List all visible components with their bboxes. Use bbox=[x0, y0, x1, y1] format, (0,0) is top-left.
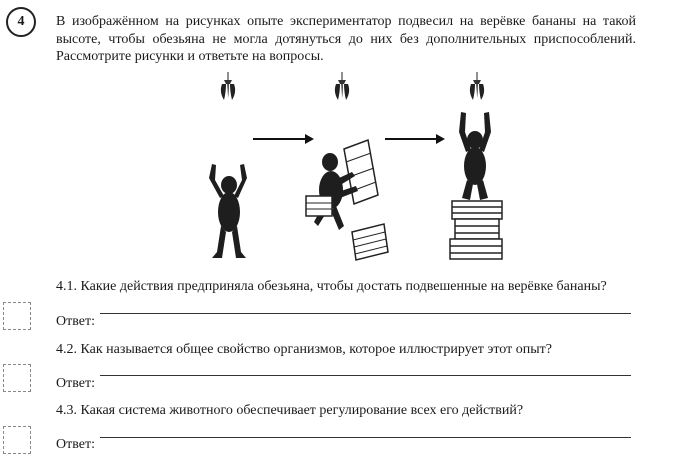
task-intro-text: В изображённом на рисунках опыте экспериментатор подвесил на верёвке бананы на такой высоте, чтобы обезьяна не могла дотянуться до них без дополнительных приспособлений. Рассмотрите рисунки и ответьте на вопросы. bbox=[56, 14, 636, 64]
answer-label-4-3: Ответ: bbox=[56, 437, 95, 452]
question-4-1: 4.1. Какие действия предприняла обезьяна, чтобы достать подвешенные на верёвке бананы? bbox=[56, 279, 607, 294]
answer-line-4-1[interactable] bbox=[100, 313, 631, 314]
score-box-4-3[interactable] bbox=[3, 426, 31, 454]
score-box-4-1[interactable] bbox=[3, 302, 31, 330]
banana-bunch-icon bbox=[470, 72, 484, 100]
monkey-reaching-figure bbox=[209, 164, 247, 258]
answer-label-4-2: Ответ: bbox=[56, 376, 95, 391]
question-4-3: 4.3. Какая система животного обеспечивает регулирование всех его действий? bbox=[56, 403, 524, 418]
answer-label-4-1: Ответ: bbox=[56, 314, 95, 329]
crate-icon bbox=[306, 196, 332, 216]
answer-line-4-3[interactable] bbox=[100, 437, 631, 438]
banana-bunch-icon bbox=[221, 72, 235, 100]
question-4-2: 4.2. Как называется общее свойство организмов, которое иллюстрирует этот опыт? bbox=[56, 342, 552, 357]
answer-line-4-2[interactable] bbox=[100, 375, 631, 376]
banana-bunch-icon bbox=[335, 72, 349, 100]
arrow-right-icon bbox=[253, 134, 314, 144]
crate-icon bbox=[352, 224, 388, 260]
arrow-right-icon bbox=[385, 134, 445, 144]
task-number-badge: 4 bbox=[6, 7, 36, 37]
stacked-crates bbox=[450, 201, 502, 259]
monkey-carrying-figure bbox=[314, 153, 358, 230]
monkey-on-crates-figure bbox=[459, 112, 491, 200]
score-box-4-2[interactable] bbox=[3, 364, 31, 392]
crate-icon bbox=[344, 140, 378, 204]
